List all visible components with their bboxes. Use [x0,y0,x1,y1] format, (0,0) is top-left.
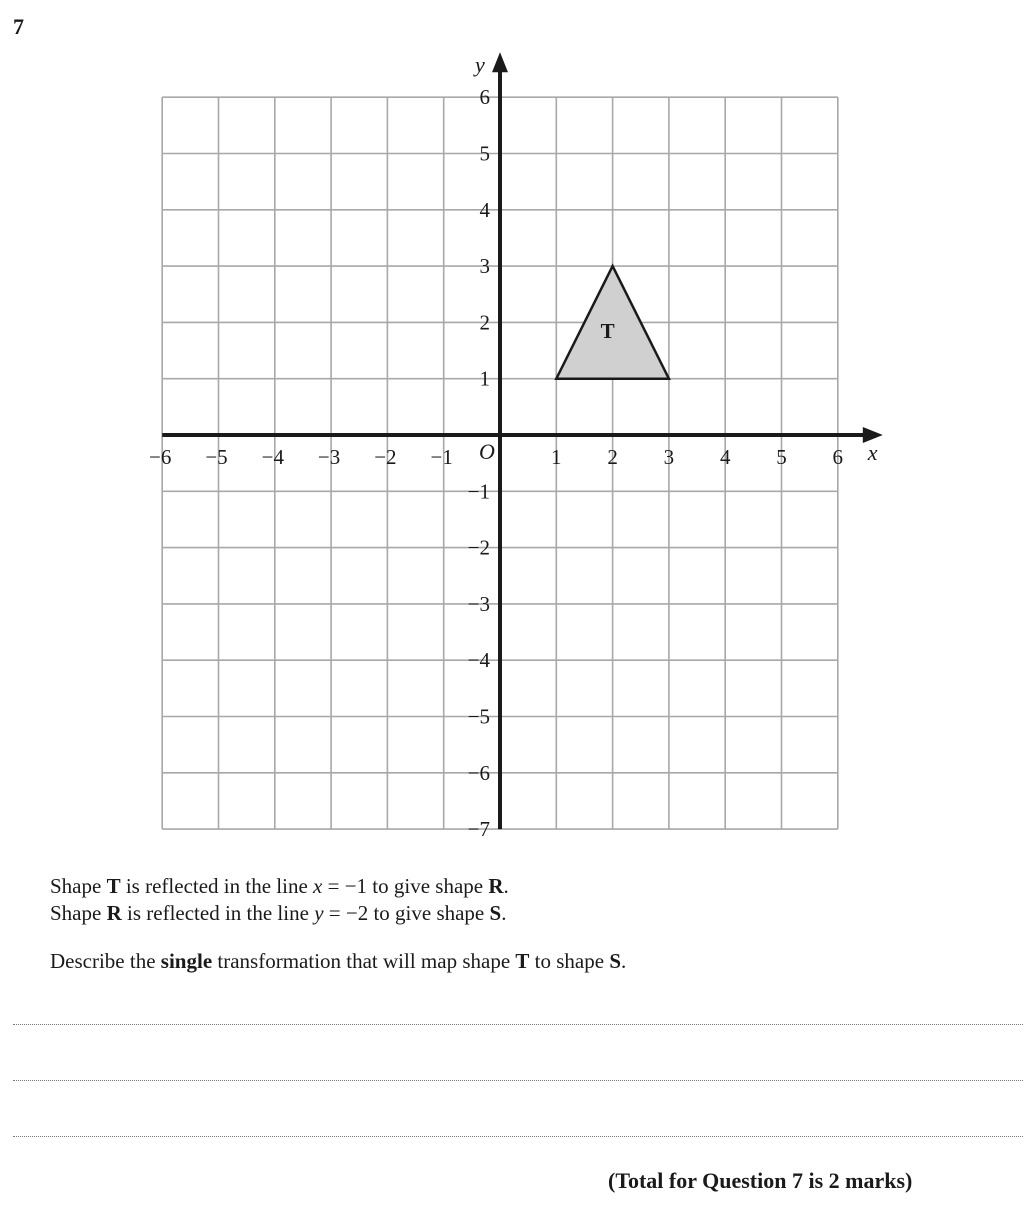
x-tick-label: 1 [551,445,562,469]
text-part: to give shape [367,874,489,898]
x-tick-label: −2 [374,445,397,469]
text-part: to shape [529,949,610,973]
text-part: is reflected in the line [121,901,315,925]
text-part: . [621,949,627,973]
text-part: to give shape [368,901,490,925]
shape-t-ref: T [106,874,121,898]
shape-r-ref: R [488,874,504,898]
shape-s-ref: S [609,949,622,973]
x-tick-label: −6 [149,445,172,469]
text-part: . [503,874,509,898]
y-tick-label: −5 [467,704,490,729]
x-axis-label: x [867,440,878,465]
total-marks: (Total for Question 7 is 2 marks) [608,1168,913,1193]
shape-s-ref: S [489,901,502,925]
text-part: transformation that will map shape [212,949,516,973]
x-tick-label: −5 [205,445,228,469]
y-tick-label: −2 [467,535,490,560]
y-tick-label: 2 [479,310,490,335]
x-tick-label: −4 [261,445,284,469]
x-tick-label: −1 [430,445,453,469]
y-tick-label: −3 [467,591,490,616]
shape-label-t: T [600,319,615,344]
variable-x: x [313,874,323,898]
answer-line-2[interactable] [13,1080,1023,1081]
x-tick-label: 2 [607,445,618,469]
variable-y: y [314,901,324,925]
x-tick-label: 3 [663,445,675,469]
question-number: 7 [13,14,24,39]
x-tick-label: −3 [317,445,341,469]
statement-reflection-s [50,900,506,927]
text-part: . [501,901,507,925]
y-axis-arrowhead [492,52,508,72]
text-part: Describe the [50,949,161,973]
x-tick-label: 5 [776,445,787,469]
answer-line-3[interactable] [13,1136,1023,1137]
text-part: Shape [50,901,107,925]
y-tick-label: 3 [479,254,490,279]
instruction-text [50,948,626,975]
x-tick-label: 4 [719,445,731,469]
y-tick-label: 6 [479,85,490,110]
equation-value: = −2 [323,901,369,925]
y-tick-label: −6 [467,760,490,785]
y-tick-label: −1 [467,479,490,504]
origin-label: O [479,439,495,464]
y-tick-label: 1 [479,366,490,391]
equation-value: = −1 [322,874,368,898]
emphasis-single: single [160,949,213,973]
shape-t-ref: T [515,949,530,973]
y-axis-label: y [475,52,485,78]
shape-r-ref: R [106,901,122,925]
statement-reflection-r [50,873,509,900]
y-tick-label: −4 [467,648,490,673]
y-tick-label: 5 [479,141,490,166]
y-tick-label: −7 [467,817,490,842]
text-part: Shape [50,874,107,898]
text-part: is reflected in the line [120,874,314,898]
x-tick-label: 6 [832,445,844,469]
y-tick-label: 4 [479,197,490,222]
answer-line-1[interactable] [13,1024,1023,1025]
